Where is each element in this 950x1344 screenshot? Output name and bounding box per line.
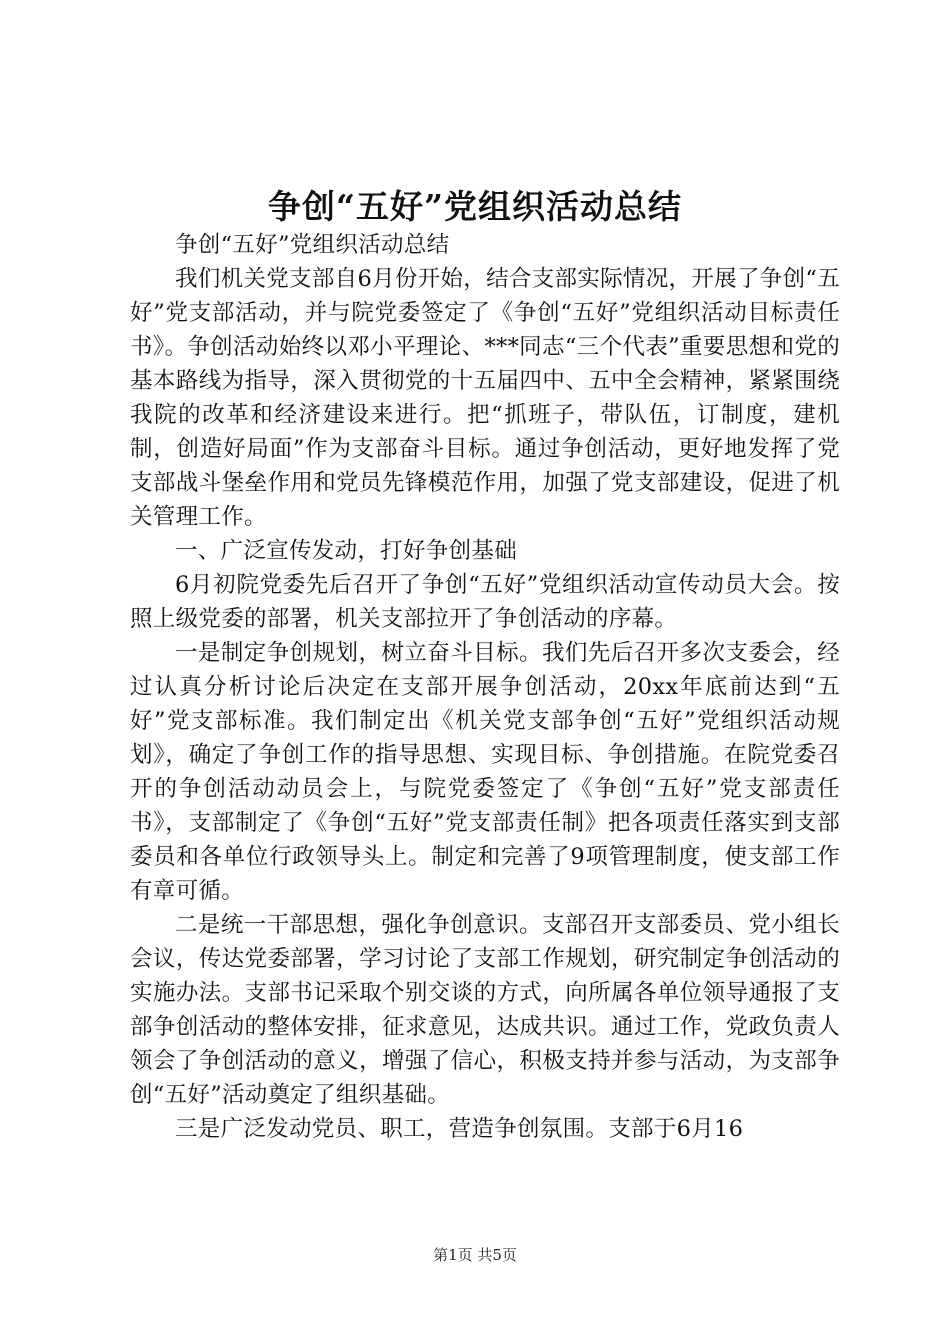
paragraph: 6月初院党委先后召开了争创“五好”党组织活动宣传动员大会。按照上级党委的部署，机关支部拉开了争创活动的序幕。 bbox=[130, 572, 840, 632]
section-heading-1: 一、广泛宣传发动，打好争创基础 bbox=[175, 538, 518, 564]
paragraph-intro: 我们机关党支部自6月份开始，结合支部实际情况，开展了争创“五好”党支部活动，并与院党委签定了《争创“五好”党组织活动目标责任书》。争创活动始终以邓小平理论、***同志“三个代表”重要思想和党的基本路线为指导，深入贯彻党的十五届四中、五中全会精神，紧紧围绕我院的改革和经济建设来进行。把“抓班子，带队伍，订制度，建机制，创造好局面”作为支部奋斗目标。通过争创活动，更好地发挥了党支部战斗堡垒作用和党员先锋模范作用，加强了党支部建设，促进了机关管理工作。 bbox=[130, 266, 840, 530]
page-footer: 第1页 共5页 bbox=[433, 1246, 517, 1264]
document-body bbox=[130, 228, 840, 1146]
paragraph-subtitle: 争创“五好”党组织活动总结 bbox=[175, 232, 450, 258]
paragraph: 二是统一干部思想，强化争创意识。支部召开支部委员、党小组长会议，传达党委部署，学习讨论了支部工作规划，研究制定争创活动的实施办法。支部书记采取个别交谈的方式，向所属各单位领导通报了支部争创活动的整体安排，征求意见，达成共识。通过工作，党政负责人领会了争创活动的意义，增强了信心，积极支持并参与活动，为支部争创“五好”活动奠定了组织基础。 bbox=[130, 912, 840, 1108]
paragraph: 一是制定争创规划，树立奋斗目标。我们先后召开多次支委会，经过认真分析讨论后决定在支部开展争创活动，20xx年底前达到“五好”党支部标准。我们制定出《机关党支部争创“五好”党组织活动规划》，确定了争创工作的指导思想、实现目标、争创措施。在院党委召开的争创活动动员会上，与院党委签定了《争创“五好”党支部责任书》，支部制定了《争创“五好”党支部责任制》把各项责任落实到支部委员和各单位行政领导头上。制定和完善了9项管理制度，使支部工作有章可循。 bbox=[130, 640, 840, 904]
document-title: 争创“五好”党组织活动总结 bbox=[268, 187, 682, 226]
paragraph: 三是广泛发动党员、职工，营造争创氛围。支部于6月16 bbox=[175, 1116, 744, 1142]
